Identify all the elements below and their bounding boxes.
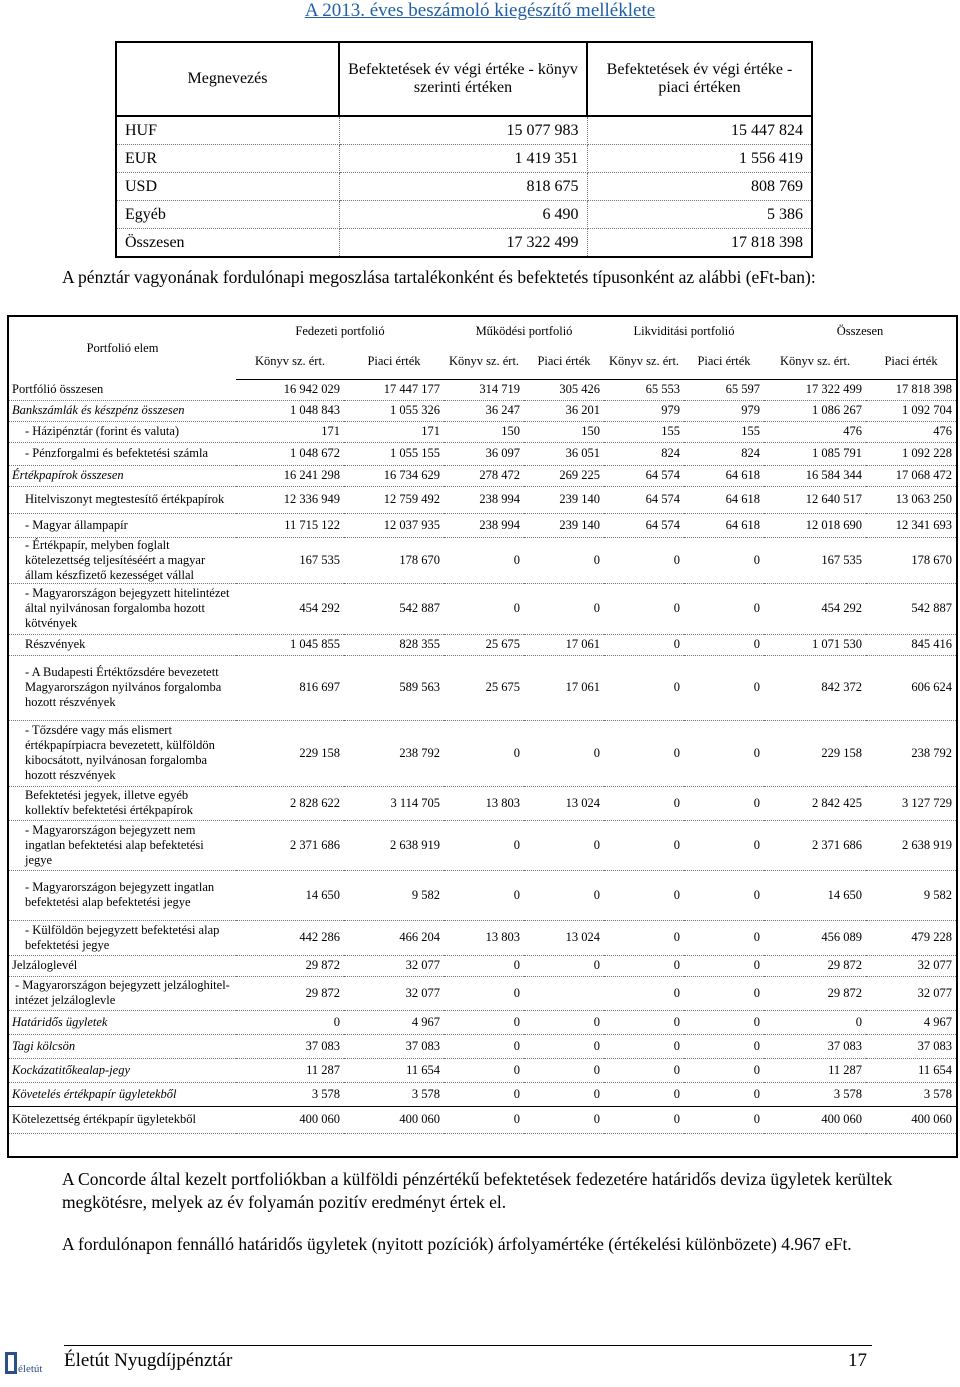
table2-value-cell: 64 618: [684, 486, 764, 513]
table2-value-cell: 0: [684, 920, 764, 955]
table2-value-cell: 400 060: [764, 1106, 866, 1133]
table2-value-cell: 64 618: [684, 513, 764, 537]
table2-value-cell: 0: [684, 583, 764, 634]
table2-value-cell: 0: [444, 870, 524, 920]
table2-value-cell: 16 734 629: [344, 465, 444, 486]
table2-value-cell: 454 292: [236, 583, 344, 634]
table2-value-cell: 13 803: [444, 786, 524, 820]
table2-value-cell: 0: [444, 976, 524, 1010]
table2-value-cell: 12 341 693: [866, 513, 956, 537]
table2-row: [9, 720, 956, 786]
table2-value-cell: 0: [524, 870, 604, 920]
table2-value-cell: 167 535: [764, 537, 866, 583]
table2-value-cell: 150: [524, 421, 604, 442]
subheader-mukodesi-market: Piaci érték: [524, 345, 604, 379]
table2-value-cell: 32 077: [866, 976, 956, 1010]
table2-row-label: Értékpapírok összesen: [9, 465, 236, 486]
subheader-osszesen-book: Könyv sz. ért.: [764, 345, 866, 379]
table2-value-cell: 0: [684, 976, 764, 1010]
table2-row: [9, 442, 956, 465]
table1-cell-book: 6 490: [339, 201, 587, 229]
table2-value-cell: 0: [604, 1034, 684, 1058]
table2-value-cell: 17 068 472: [866, 465, 956, 486]
table2-value-cell: 37 083: [764, 1034, 866, 1058]
table2-value-cell: 0: [524, 1058, 604, 1082]
table2-value-cell: [524, 976, 604, 1010]
table2-row-label: Tagi kölcsön: [9, 1034, 236, 1058]
table2-value-cell: 0: [604, 786, 684, 820]
table2-value-cell: 400 060: [866, 1106, 956, 1133]
table2-value-cell: 828 355: [344, 634, 444, 655]
table2-row: [9, 513, 956, 537]
table2-row: [9, 465, 956, 486]
table2-value-cell: 1 045 855: [236, 634, 344, 655]
footer-divider: [64, 1345, 872, 1346]
table2-value-cell: 1 092 228: [866, 442, 956, 465]
table2-value-cell: 12 759 492: [344, 486, 444, 513]
table2-value-cell: 37 083: [344, 1034, 444, 1058]
table2-value-cell: 400 060: [236, 1106, 344, 1133]
table2-value-cell: 17 818 398: [866, 379, 956, 400]
table1-cell-market: 17 818 398: [587, 229, 812, 258]
table2-value-cell: 589 563: [344, 655, 444, 720]
table2-value-cell: 14 650: [764, 870, 866, 920]
table2-row-label: - Külföldön bejegyzett befektetési alap befektetési jegye: [9, 920, 236, 955]
table2-row: [9, 1058, 956, 1082]
table2-value-cell: 0: [524, 537, 604, 583]
table2-value-cell: 0: [604, 1106, 684, 1133]
table2-value-cell: 25 675: [444, 655, 524, 720]
table2-value-cell: 0: [604, 1082, 684, 1106]
table2-row-label: Portfólió összesen: [9, 379, 236, 400]
table2-value-cell: 64 574: [604, 486, 684, 513]
table2-row: [9, 820, 956, 870]
eletut-logo: [3, 1350, 43, 1382]
table2-value-cell: 0: [684, 786, 764, 820]
table1-cell-book: 17 322 499: [339, 229, 587, 258]
table2-value-cell: 0: [524, 820, 604, 870]
table2-value-cell: 0: [684, 1034, 764, 1058]
table2-value-cell: 0: [764, 1010, 866, 1034]
table2-row: [9, 379, 956, 400]
table2-value-cell: 1 085 791: [764, 442, 866, 465]
table2-row-label: - Magyarországon bejegyzett ingatlan befektetési alap befektetési jegye: [9, 870, 236, 920]
table2-value-cell: 3 127 729: [866, 786, 956, 820]
table2-value-cell: 305 426: [524, 379, 604, 400]
table1-row: [116, 145, 812, 173]
table1-header-market: Befektetések év végi értéke - piaci értéken: [587, 42, 812, 116]
table2-value-cell: 4 967: [344, 1010, 444, 1034]
portfolio-table-frame: [7, 315, 958, 1158]
table2-value-cell: 0: [684, 720, 764, 786]
table2-row: [9, 634, 956, 655]
table2-value-cell: 0: [684, 655, 764, 720]
table1-cell-market: 808 769: [587, 173, 812, 201]
table2-value-cell: 0: [444, 537, 524, 583]
table2-value-cell: 824: [684, 442, 764, 465]
table1-cell-market: 5 386: [587, 201, 812, 229]
paragraph-forward-positions: A fordulónapon fennálló határidős ügyletek (nyitott pozíciók) árfolyamértéke (értékelési különbözete) 4.967 eFt.: [62, 1234, 852, 1254]
table2-value-cell: 278 472: [444, 465, 524, 486]
table2-value-cell: 11 287: [764, 1058, 866, 1082]
table2-value-cell: 13 803: [444, 920, 524, 955]
table1-cell-book: 818 675: [339, 173, 587, 201]
table2-value-cell: 2 828 622: [236, 786, 344, 820]
table2-value-cell: 4 967: [866, 1010, 956, 1034]
table2-value-cell: 0: [604, 920, 684, 955]
table2-value-cell: 12 336 949: [236, 486, 344, 513]
table2-value-cell: 65 553: [604, 379, 684, 400]
table1-body: [116, 116, 812, 257]
table2-row: [9, 583, 956, 634]
table1-header-name: Megnevezés: [116, 42, 339, 116]
table2-value-cell: 479 228: [866, 920, 956, 955]
table1-cell-market: 15 447 824: [587, 116, 812, 145]
table2-value-cell: 239 140: [524, 513, 604, 537]
table2-value-cell: 29 872: [236, 955, 344, 976]
footer-organization: Életút Nyugdíjpénztár: [64, 1350, 233, 1371]
table2-value-cell: 239 140: [524, 486, 604, 513]
table2-value-cell: 3 578: [866, 1082, 956, 1106]
table2-row-label: - Magyarországon bejegyzett nem ingatlan befektetési alap befektetési jegye: [9, 820, 236, 870]
table2-value-cell: 64 574: [604, 513, 684, 537]
table2-value-cell: 0: [524, 1106, 604, 1133]
table2-value-cell: 0: [604, 720, 684, 786]
table2-value-cell: 16 942 029: [236, 379, 344, 400]
table2-value-cell: 0: [684, 537, 764, 583]
table2-value-cell: 16 584 344: [764, 465, 866, 486]
table1-cell-label: HUF: [116, 116, 339, 145]
table2-value-cell: 29 872: [764, 976, 866, 1010]
table2-row: [9, 486, 956, 513]
table2-row-label: - Magyar állampapír: [9, 513, 236, 537]
portfolio-table: [9, 317, 956, 1134]
table2-value-cell: 229 158: [764, 720, 866, 786]
table2-value-cell: 29 872: [236, 976, 344, 1010]
table2-value-cell: 3 114 705: [344, 786, 444, 820]
currency-investments-table: [115, 41, 813, 258]
table2-value-cell: 29 872: [764, 955, 866, 976]
table2-row-label: Határidős ügyletek: [9, 1010, 236, 1034]
table1-cell-label: EUR: [116, 145, 339, 173]
table2-value-cell: 11 715 122: [236, 513, 344, 537]
paragraph-distribution-intro: A pénztár vagyonának fordulónapi megoszlása tartalékonként és befektetés típusonként az alábbi (eFt-ban):: [62, 267, 816, 287]
table2-value-cell: 13 024: [524, 786, 604, 820]
table2-row-label: Követelés értékpapír ügyletekből: [9, 1082, 236, 1106]
table2-value-cell: 1 071 530: [764, 634, 866, 655]
table2-value-cell: 155: [684, 421, 764, 442]
table2-value-cell: 17 061: [524, 655, 604, 720]
table1-row: [116, 201, 812, 229]
table2-value-cell: 606 624: [866, 655, 956, 720]
table2-value-cell: 0: [444, 955, 524, 976]
table2-value-cell: 1 055 155: [344, 442, 444, 465]
table2-value-cell: 229 158: [236, 720, 344, 786]
table2-value-cell: 0: [684, 1010, 764, 1034]
table2-value-cell: 3 578: [344, 1082, 444, 1106]
table2-body: [9, 379, 956, 1133]
table2-value-cell: 178 670: [344, 537, 444, 583]
table2-value-cell: 0: [444, 720, 524, 786]
table2-value-cell: 0: [604, 537, 684, 583]
footer-page-number: 17: [848, 1350, 867, 1371]
table2-value-cell: 824: [604, 442, 684, 465]
table2-row-label: - Értékpapír, melyben foglalt kötelezettség teljesítéséért a magyar állam készfizető kezességet vállal: [9, 537, 236, 583]
table2-value-cell: 171: [344, 421, 444, 442]
table2-value-cell: 17 322 499: [764, 379, 866, 400]
table2-value-cell: 16 241 298: [236, 465, 344, 486]
table1-row: [116, 173, 812, 201]
table2-value-cell: 0: [604, 955, 684, 976]
table2-value-cell: 171: [236, 421, 344, 442]
table2-row-label: - A Budapesti Értéktőzsdére bevezetett Magyarországon nyilvános forgalomba hozott részvények: [9, 655, 236, 720]
table2-row: [9, 400, 956, 421]
table2-value-cell: 816 697: [236, 655, 344, 720]
table2-value-cell: 0: [604, 634, 684, 655]
table2-corner-header: Portfolió elem: [86, 340, 159, 355]
table2-row: [9, 786, 956, 820]
table2-value-cell: 1 048 672: [236, 442, 344, 465]
table2-value-cell: 0: [684, 1106, 764, 1133]
subheader-mukodesi-book: Könyv sz. ért.: [444, 345, 524, 379]
table2-value-cell: 314 719: [444, 379, 524, 400]
group-header-mukodesi: Működési portfolió: [475, 323, 573, 338]
page-header-title: A 2013. éves beszámoló kiegészítő melléklete: [304, 0, 656, 21]
paragraph-concorde-hedging: A Concorde által kezelt portfoliókban a külföldi pénzértékű befektetések fedezetére határidős deviza ügyletek kerültek megkötésre, melyek az év folyamán pozitív eredményt értek el.: [62, 1169, 893, 1212]
table2-value-cell: 36 247: [444, 400, 524, 421]
table2-value-cell: 269 225: [524, 465, 604, 486]
table2-value-cell: 13 024: [524, 920, 604, 955]
table2-value-cell: 466 204: [344, 920, 444, 955]
table2-value-cell: 11 654: [866, 1058, 956, 1082]
table2-row-label: - Házipénztár (forint és valuta): [9, 421, 236, 442]
table2-value-cell: 0: [236, 1010, 344, 1034]
subheader-osszesen-market: Piaci érték: [866, 345, 956, 379]
table2-value-cell: 3 578: [236, 1082, 344, 1106]
table2-value-cell: 1 055 326: [344, 400, 444, 421]
table2-row-label: Részvények: [9, 634, 236, 655]
table2-value-cell: 150: [444, 421, 524, 442]
table1-row: [116, 116, 812, 145]
table2-value-cell: 155: [604, 421, 684, 442]
table2-row-label: Kockázatitőkealap-jegy: [9, 1058, 236, 1082]
table2-row-label: - Tőzsdére vagy más elismert értékpapírpiacra bevezetett, külföldön kibocsátott, nyilvánosan forgalomba hozott részvények: [9, 720, 236, 786]
table2-value-cell: 0: [524, 955, 604, 976]
table1-cell-label: Egyéb: [116, 201, 339, 229]
table2-value-cell: 14 650: [236, 870, 344, 920]
table2-value-cell: 37 083: [866, 1034, 956, 1058]
table2-value-cell: 454 292: [764, 583, 866, 634]
table2-value-cell: 0: [604, 820, 684, 870]
subheader-likviditasi-book: Könyv sz. ért.: [604, 345, 684, 379]
table2-value-cell: 0: [444, 1010, 524, 1034]
table2-value-cell: 400 060: [344, 1106, 444, 1133]
table1-header-book: Befektetések év végi értéke - könyv szerinti értéken: [339, 42, 587, 116]
table2-value-cell: 2 638 919: [866, 820, 956, 870]
table2-value-cell: 32 077: [344, 955, 444, 976]
table2-value-cell: 0: [524, 583, 604, 634]
table2-value-cell: 0: [604, 976, 684, 1010]
table1-cell-label: USD: [116, 173, 339, 201]
table2-value-cell: 0: [684, 634, 764, 655]
table2-value-cell: 9 582: [344, 870, 444, 920]
table2-value-cell: 1 092 704: [866, 400, 956, 421]
table2-group-header-row: [9, 317, 956, 345]
group-header-osszesen: Összesen: [836, 323, 884, 338]
table2-value-cell: 0: [444, 583, 524, 634]
table2-value-cell: 11 654: [344, 1058, 444, 1082]
table2-row: [9, 955, 956, 976]
table2-value-cell: 0: [604, 583, 684, 634]
table2-value-cell: 167 535: [236, 537, 344, 583]
table2-value-cell: 0: [444, 1082, 524, 1106]
table2-value-cell: 32 077: [866, 955, 956, 976]
table2-row: [9, 870, 956, 920]
subheader-fedezeti-market: Piaci érték: [344, 345, 444, 379]
table2-row: [9, 1010, 956, 1034]
table2-value-cell: 3 578: [764, 1082, 866, 1106]
table2-value-cell: 542 887: [344, 583, 444, 634]
table2-row: [9, 976, 956, 1010]
table1-cell-book: 15 077 983: [339, 116, 587, 145]
table2-row: [9, 1034, 956, 1058]
table2-value-cell: 36 051: [524, 442, 604, 465]
table2-value-cell: 0: [684, 955, 764, 976]
table2-value-cell: 845 416: [866, 634, 956, 655]
table2-value-cell: 238 994: [444, 513, 524, 537]
table2-value-cell: 9 582: [866, 870, 956, 920]
table2-row: [9, 1082, 956, 1106]
table2-row: [9, 537, 956, 583]
table2-value-cell: 13 063 250: [866, 486, 956, 513]
table2-value-cell: 1 086 267: [764, 400, 866, 421]
table2-value-cell: 456 089: [764, 920, 866, 955]
table1-header-row: [116, 42, 812, 116]
table2-value-cell: 0: [684, 1082, 764, 1106]
table2-value-cell: 476: [764, 421, 866, 442]
table2-value-cell: 37 083: [236, 1034, 344, 1058]
table1-row: [116, 229, 812, 258]
table2-value-cell: 64 574: [604, 465, 684, 486]
group-header-likviditasi: Likviditási portfolió: [633, 323, 735, 338]
table2-value-cell: 0: [444, 1034, 524, 1058]
table2-row: [9, 421, 956, 442]
table2-value-cell: 0: [524, 1082, 604, 1106]
table2-value-cell: 0: [684, 870, 764, 920]
table2-value-cell: 0: [444, 820, 524, 870]
table2-row-label: Befektetési jegyek, illetve egyéb kollektív befektetési értékpapírok: [9, 786, 236, 820]
table2-row: [9, 920, 956, 955]
table2-value-cell: 2 371 686: [764, 820, 866, 870]
table2-value-cell: 0: [524, 1034, 604, 1058]
table2-value-cell: 12 018 690: [764, 513, 866, 537]
table2-value-cell: 0: [604, 870, 684, 920]
table2-value-cell: 25 675: [444, 634, 524, 655]
logo-text: életút: [18, 1363, 43, 1375]
table2-row: [9, 1106, 956, 1133]
table2-value-cell: 442 286: [236, 920, 344, 955]
table2-value-cell: 2 371 686: [236, 820, 344, 870]
table2-value-cell: 11 287: [236, 1058, 344, 1082]
table2-value-cell: 2 638 919: [344, 820, 444, 870]
table2-row-label: - Magyarországon bejegyzett hitelintézet által nyilvánosan forgalomba hozott kötvények: [9, 583, 236, 634]
table2-value-cell: 979: [604, 400, 684, 421]
table2-value-cell: 476: [866, 421, 956, 442]
table2-value-cell: 1 048 843: [236, 400, 344, 421]
table2-value-cell: 542 887: [866, 583, 956, 634]
table2-value-cell: 12 640 517: [764, 486, 866, 513]
table2-value-cell: 2 842 425: [764, 786, 866, 820]
table2-row-label: Hitelviszonyt megtestesítő értékpapírok: [9, 486, 236, 513]
table2-value-cell: 36 201: [524, 400, 604, 421]
table1-cell-book: 1 419 351: [339, 145, 587, 173]
group-header-fedezeti: Fedezeti portfolió: [295, 323, 385, 338]
table2-row-label: Bankszámlák és készpénz összesen: [9, 400, 236, 421]
table2-value-cell: 0: [604, 1058, 684, 1082]
subheader-fedezeti-book: Könyv sz. ért.: [236, 345, 344, 379]
table2-value-cell: 0: [444, 1058, 524, 1082]
table2-row-label: - Pénzforgalmi és befektetési számla: [9, 442, 236, 465]
table2-value-cell: 12 037 935: [344, 513, 444, 537]
table2-value-cell: 0: [524, 720, 604, 786]
table2-value-cell: 238 994: [444, 486, 524, 513]
table2-value-cell: 178 670: [866, 537, 956, 583]
table2-value-cell: 979: [684, 400, 764, 421]
table2-value-cell: 65 597: [684, 379, 764, 400]
table2-value-cell: 238 792: [866, 720, 956, 786]
table2-value-cell: 0: [604, 655, 684, 720]
table2-row: [9, 655, 956, 720]
table2-value-cell: 0: [524, 1010, 604, 1034]
subheader-likviditasi-market: Piaci érték: [684, 345, 764, 379]
table1-cell-market: 1 556 419: [587, 145, 812, 173]
table2-value-cell: 17 447 177: [344, 379, 444, 400]
table2-value-cell: 842 372: [764, 655, 866, 720]
table2-value-cell: 17 061: [524, 634, 604, 655]
table1-cell-label: Összesen: [116, 229, 339, 258]
table2-value-cell: 64 618: [684, 465, 764, 486]
table2-value-cell: 0: [604, 1010, 684, 1034]
table2-value-cell: 32 077: [344, 976, 444, 1010]
table2-value-cell: 0: [684, 820, 764, 870]
table2-value-cell: 36 097: [444, 442, 524, 465]
table2-row-label: Jelzáloglevél: [9, 955, 236, 976]
table2-row-label: Kötelezettség értékpapír ügyletekből: [9, 1106, 236, 1133]
table2-value-cell: 0: [444, 1106, 524, 1133]
table2-row-label: - Magyarországon bejegyzett jelzáloghitel-intézet jelzáloglevle: [9, 976, 236, 1010]
table2-value-cell: 238 792: [344, 720, 444, 786]
table2-value-cell: 0: [684, 1058, 764, 1082]
